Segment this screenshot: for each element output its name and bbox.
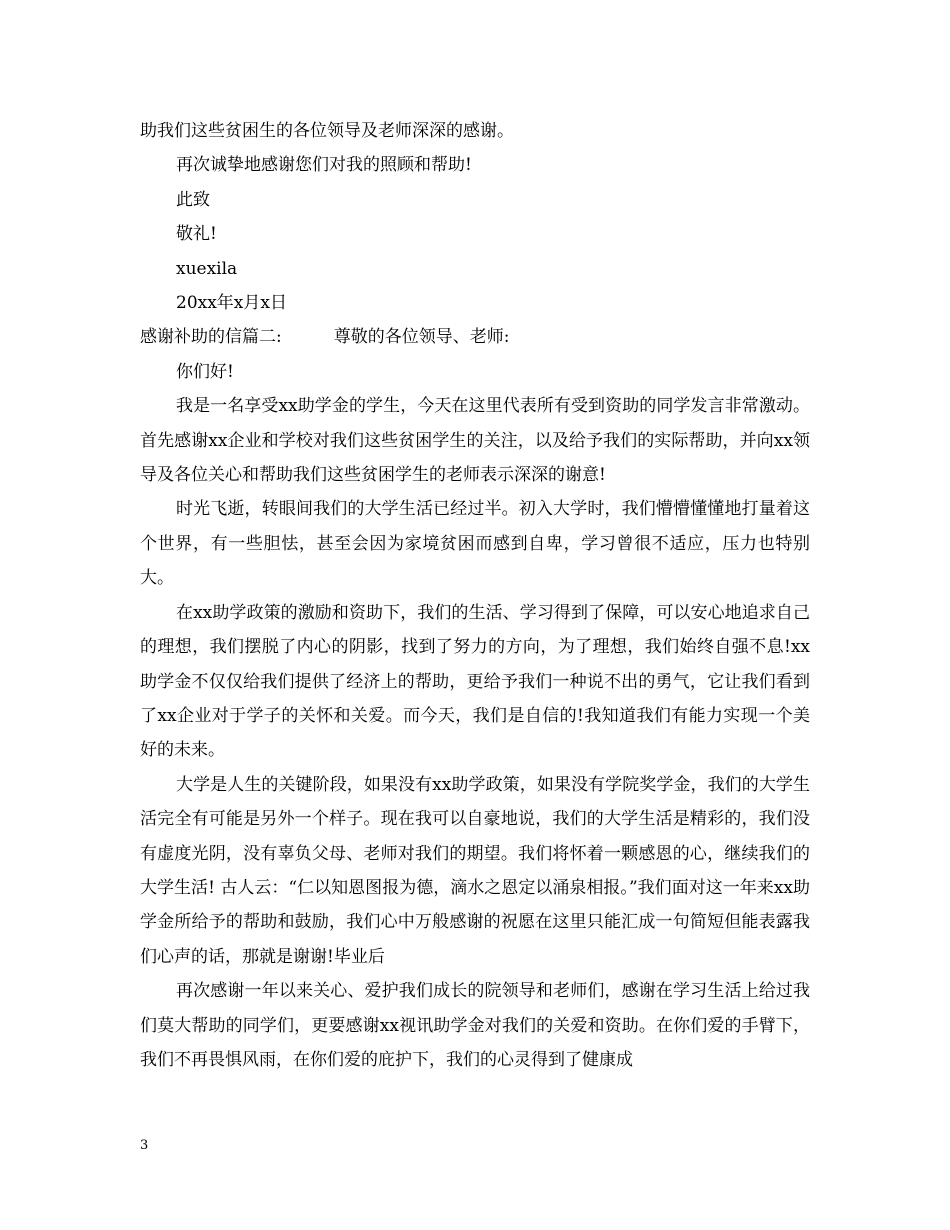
signature-date: 20xx年x月x日: [176, 293, 287, 314]
paragraph-thanks-again: 再次感谢一年以来关心、爱护我们成长的院领导和老师们，感谢在学习生活上给过我们莫大帮助的同学们，更要感谢xx视讯助学金对我们的关爱和资助。在你们爱的手臂下，我们不再畏惧风雨，在你们爱的庇护下，我们的心灵得到了健康成: [140, 981, 810, 1070]
closing-salute: 敬礼!: [176, 224, 217, 245]
paragraph-support: 在xx助学政策的激励和资助下，我们的生活、学习得到了保障，可以安心地追求自己的理想，我们摆脱了内心的阴影，找到了努力的方向，为了理想，我们始终自强不息!xx助学金不仅仅给我们提供了经济上的帮助，更给予我们一种说不出的勇气，它让我们看到了xx企业对于学子的关怀和关爱。而今天，我们是自信的!我知道我们有能力实现一个美好的未来。: [140, 602, 810, 761]
paragraph-university-life: 大学是人生的关键阶段，如果没有xx助学政策，如果没有学院奖学金，我们的大学生活完全有可能是另外一个样子。现在我可以自豪地说，我们的大学生活是精彩的，我们没有虚度光阴，没有辜负父母、老师对我们的期望。我们将怀着一颗感恩的心，继续我们的大学生活! 古人云：“仁以知恩图报为德，滴水之恩定以涌泉相报。”我们面对这一年来xx助学金所给予的帮助和鼓励，我们心中万般感谢的祝愿在这里只能汇成一句简短但能表露我们心声的话，那就是谢谢!毕业后: [140, 774, 810, 967]
letter-salutation: 尊敬的各位领导、老师:: [333, 327, 510, 348]
signature-name: xuexila: [176, 258, 238, 279]
letter-heading: [140, 320, 810, 354]
paragraph-sincere-thanks: 再次诚挚地感谢您们对我的照顾和帮助!: [176, 155, 472, 176]
paragraph-introduction: 我是一名享受xx助学金的学生，今天在这里代表所有受到资助的同学发言非常激动。首先感谢xx企业和学校对我们这些贫困学生的关注，以及给予我们的实际帮助，并向xx领导及各位关心和帮助我们这些贫困学生的老师表示深深的谢意!: [140, 396, 810, 486]
greeting: 你们好!: [176, 361, 234, 382]
closing-phrase: 此致: [176, 189, 210, 210]
paragraph-time-flies: 时光飞逝，转眼间我们的大学生活已经过半。初入大学时，我们懵懵懂懂地打量着这个世界，有一些胆怯，甚至会因为家境贫困而感到自卑，学习曾很不适应，压力也特别大。: [140, 499, 810, 589]
document-body: [140, 114, 810, 1077]
letter-title: 感谢补助的信篇二:: [140, 327, 282, 348]
page-number: 3: [140, 1138, 149, 1153]
paragraph-closing-thanks: 助我们这些贫困生的各位领导及老师深深的感谢。: [140, 121, 514, 141]
